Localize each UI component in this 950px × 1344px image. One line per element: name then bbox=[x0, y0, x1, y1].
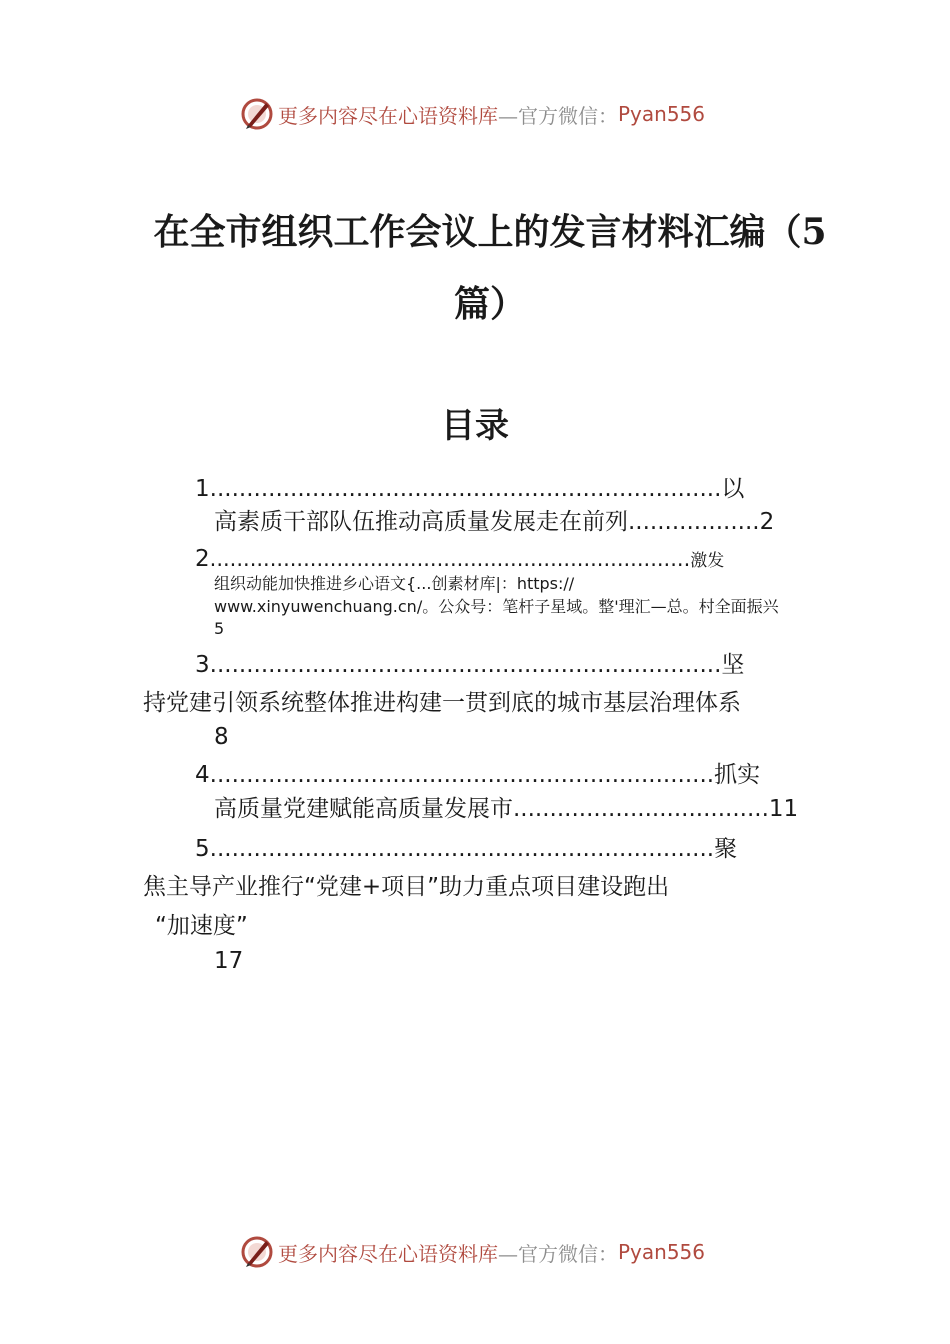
toc-entry-5-line3: “加速度” bbox=[155, 913, 248, 939]
toc-entry-title-start: 激发 bbox=[690, 551, 725, 571]
toc-entry-2-line3: www.xinyuwenchuang.cn/。公众号：笔杆子星域。整'理汇—总。村全面振兴 bbox=[214, 597, 779, 616]
watermark-text: 更多内容尽在心语资料库 bbox=[278, 103, 498, 128]
toc-entry-1-line2[interactable] bbox=[214, 507, 774, 537]
toc-entry-title: 高质量党建赋能高质量发展市 bbox=[214, 796, 513, 822]
watermark-dash: —官方微信： bbox=[498, 1241, 618, 1266]
toc-entry-number: 3 bbox=[195, 652, 210, 678]
toc-entry-4-line1[interactable] bbox=[195, 760, 760, 790]
toc-entry-page: 11 bbox=[768, 796, 799, 822]
watermark-footer bbox=[240, 1232, 705, 1272]
toc-entry-page: 2 bbox=[759, 509, 775, 535]
toc-entry-2-line2: 组织动能加快推进乡心语文{...创素材库|：https:// bbox=[214, 574, 575, 593]
toc-entry-title-start: 坚 bbox=[721, 652, 745, 678]
pen-logo-icon bbox=[240, 97, 274, 131]
toc-entry-3-line1[interactable] bbox=[195, 650, 744, 680]
toc-entry-page: 17 bbox=[214, 948, 244, 974]
toc-leader-dots: ...................................................................... bbox=[209, 476, 722, 502]
toc-entry-number: 2 bbox=[195, 546, 210, 572]
watermark-wechat-id: Pyan556 bbox=[618, 102, 706, 126]
toc-entry-title-start: 聚 bbox=[714, 836, 738, 862]
toc-entry-1-line1[interactable] bbox=[195, 474, 744, 504]
toc-heading: 目录 bbox=[441, 406, 509, 446]
toc-entry-number: 5 bbox=[195, 836, 210, 862]
pen-logo-icon bbox=[240, 1235, 274, 1269]
toc-leader-dots: ................................... bbox=[513, 796, 769, 822]
watermark-wechat-id: Pyan556 bbox=[618, 1240, 706, 1264]
toc-entry-5-line1[interactable] bbox=[195, 834, 737, 864]
watermark-header bbox=[240, 94, 705, 134]
toc-leader-dots: ..................................................................... bbox=[209, 836, 715, 862]
toc-entry-title-start: 以 bbox=[721, 476, 745, 502]
toc-leader-dots: ...................................................................... bbox=[209, 652, 722, 678]
toc-entry-page: 8 bbox=[214, 724, 229, 750]
toc-entry-5-line2: 焦主导产业推行“党建+项目”助力重点项目建设跑出 bbox=[143, 874, 670, 900]
toc-entry-page: 5 bbox=[214, 619, 225, 638]
toc-entry-title-start: 抓实 bbox=[714, 762, 761, 788]
toc-leader-dots: ........................................................................ bbox=[209, 547, 691, 571]
toc-entry-2-line1[interactable] bbox=[195, 544, 724, 576]
toc-entry-3-line2: 持党建引领系统整体推进构建一贯到底的城市基层治理体系 bbox=[143, 690, 741, 716]
toc-entry-number: 1 bbox=[195, 476, 210, 502]
document-title bbox=[150, 196, 830, 340]
watermark-dash: —官方微信： bbox=[498, 103, 618, 128]
toc-leader-dots: ..................................................................... bbox=[209, 762, 715, 788]
watermark-text: 更多内容尽在心语资料库 bbox=[278, 1241, 498, 1266]
toc-entry-title: 高素质干部队伍推动高质量发展走在前列 bbox=[214, 509, 628, 535]
title-line-2: 篇） bbox=[453, 283, 526, 325]
toc-entry-number: 4 bbox=[195, 762, 210, 788]
toc-entry-4-line2[interactable] bbox=[214, 794, 798, 824]
toc-leader-dots: .................. bbox=[628, 509, 760, 535]
title-line-1: 在全市组织工作会议上的发言材料汇编（5 bbox=[153, 211, 827, 253]
